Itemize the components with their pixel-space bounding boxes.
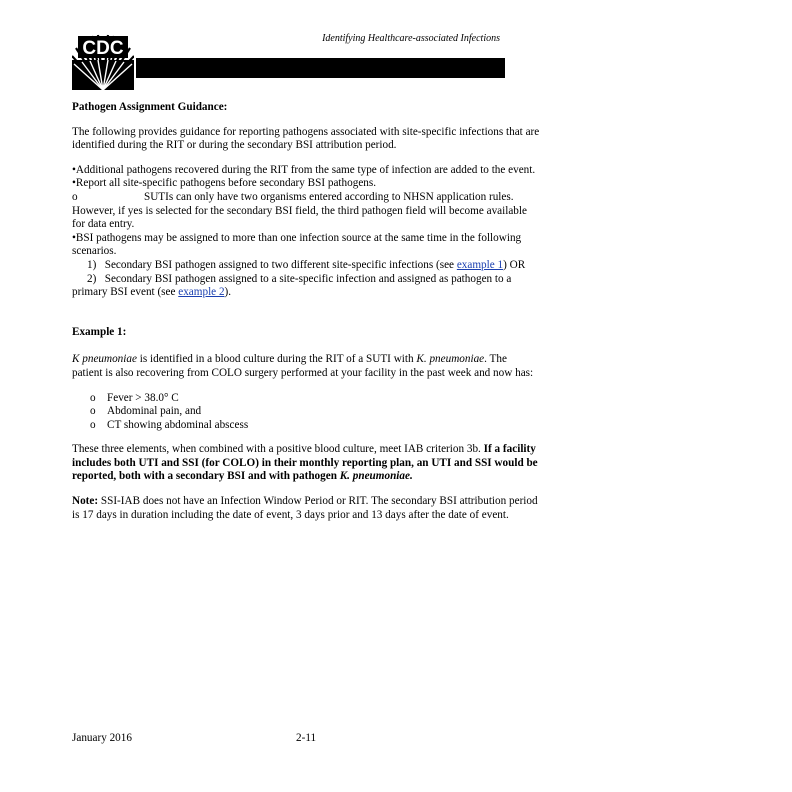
list-item: o CT showing abdominal abscess <box>90 418 249 431</box>
header-title: Identifying Healthcare-associated Infections <box>322 33 500 44</box>
intro-paragraph: The following provides guidance for reporting pathogens associated with site-specific infections that are identified during the RIT or during the secondary BSI attribution period. <box>72 125 540 152</box>
numbered-item: 1) Secondary BSI pathogen assigned to two different site-specific infections (see example 1) OR <box>87 258 526 271</box>
example-1-link[interactable]: example 1 <box>456 258 504 271</box>
footer-page-number: 2-11 <box>296 732 317 744</box>
criteria-paragraph: These three elements, when combined with a positive blood culture, meet IAB criterion 3b. If a facility includes both UTI and SSI (for COLO) in their monthly reporting plan, an UTI and SSI would be reported, both with a secondary BSI and with pathogen K. pneumoniae. <box>72 443 538 483</box>
guidance-list <box>72 164 540 300</box>
footer-date: January 2016 <box>72 732 132 744</box>
bullet-item: •BSI pathogens may be assigned to more than one infection source at the same time in the following scenarios. <box>72 231 522 258</box>
sub-item: o SUTIs can only have two organisms entered according to NHSN application rules. However, if yes is selected for the secondary BSI field, the third pathogen field will become available for data entry. <box>72 190 527 231</box>
document-body <box>72 101 540 522</box>
symptom-list <box>72 392 540 433</box>
note-paragraph: Note: SSI-IAB does not have an Infection Window Period or RIT. The secondary BSI attribution period is 17 days in duration including the date of event, 3 days prior and 13 days after the date of event. <box>72 495 538 521</box>
cdc-logo <box>72 34 134 90</box>
list-item: o Abdominal pain, and <box>90 405 202 418</box>
numbered-item: 2) Secondary BSI pathogen assigned to a site-specific infection and assigned as pathogen to a primary BSI event (see example 2). <box>72 272 512 299</box>
header-bar <box>136 58 505 78</box>
example-1-heading: Example 1: <box>72 325 127 338</box>
note-label: Note: <box>72 495 99 508</box>
bullet-item: •Report all site-specific pathogens before secondary BSI pathogens. <box>72 177 377 190</box>
section-heading: Pathogen Assignment Guidance: <box>72 101 228 113</box>
list-item: o Fever > 38.0° C <box>90 391 179 404</box>
cdc-logo-text: CDC <box>82 38 124 59</box>
example-2-link[interactable]: example 2 <box>178 286 225 299</box>
example-1-paragraph: K pneumoniae is identified in a blood culture during the RIT of a SUTI with K. pneumoniae. The patient is also recovering from COLO surgery performed at your facility in the past week and now has: <box>72 353 534 379</box>
bullet-item: •Additional pathogens recovered during the RIT from the same type of infection are added to the event. <box>72 163 536 176</box>
